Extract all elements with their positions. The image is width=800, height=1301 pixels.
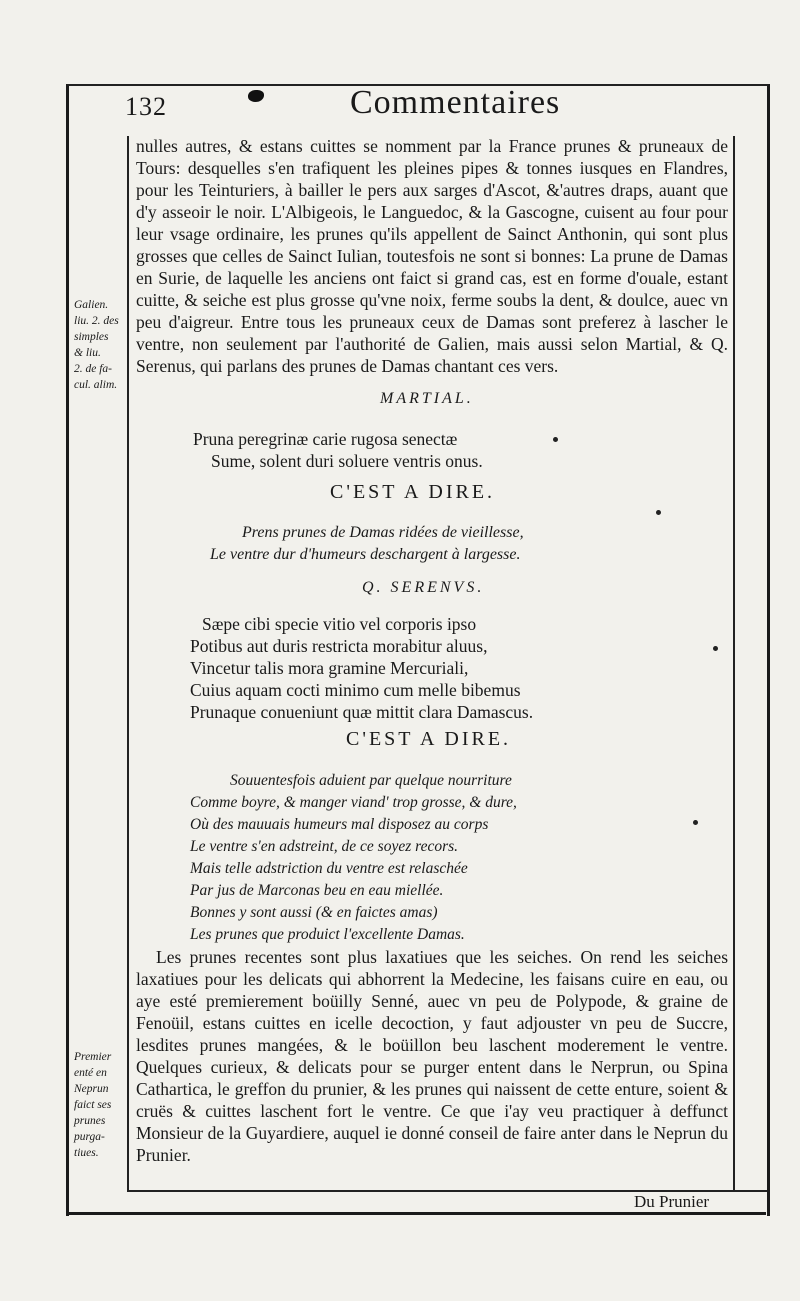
- margin-note-line: faict ses: [74, 1099, 112, 1111]
- heading-cest-a-dire-2: C'EST A DIRE.: [346, 728, 512, 750]
- heading-serenus: Q. SERENVS.: [362, 579, 485, 596]
- verse-line: Souuentesfois aduient par quelque nourriture: [230, 772, 512, 789]
- verse-line: Par jus de Marconas beu en eau miellée.: [190, 882, 444, 899]
- ink-speck: [553, 437, 558, 442]
- margin-note-line: Galien.: [74, 299, 109, 311]
- verse-line: Comme boyre, & manger viand' trop grosse, & dure,: [190, 794, 517, 811]
- margin-note-line: & liu.: [74, 347, 101, 359]
- verse-line: Le ventre s'en adstreint, de ce soyez recors.: [190, 838, 459, 855]
- catchword: Du Prunier: [634, 1192, 710, 1211]
- verse-serenus: [190, 613, 533, 723]
- margin-rule-left: [127, 136, 129, 1191]
- verse-line: Prens prunes de Damas ridées de vieillesse,: [242, 524, 524, 541]
- running-title: Commentaires: [350, 84, 561, 121]
- bottom-rule: [66, 1212, 766, 1215]
- margin-note-line: 2. de fa-: [74, 363, 113, 375]
- margin-note-line: prunes: [74, 1115, 106, 1127]
- heading-cest-a-dire-1: C'EST A DIRE.: [330, 481, 496, 503]
- verse-line: Sume, solent duri soluere ventris onus.: [211, 451, 483, 471]
- verse-french-1: [210, 522, 524, 566]
- verse-line: Bonnes y sont aussi (& en faictes amas): [190, 904, 438, 921]
- verse-line: Les prunes que produict l'excellente Damas.: [190, 926, 465, 943]
- margin-note-premier: [74, 1049, 126, 1161]
- verse-line: Sæpe cibi specie vitio vel corporis ipso: [202, 614, 477, 634]
- margin-note-line: cul. alim.: [74, 379, 118, 391]
- page-number: 132: [125, 92, 167, 121]
- verse-french-2: [190, 770, 517, 946]
- ink-speck: [713, 646, 718, 651]
- verse-line: Le ventre dur d'humeurs deschargent à largesse.: [210, 546, 521, 563]
- verse-line: Vincetur talis mora gramine Mercuriali,: [190, 658, 469, 678]
- margin-rule-right: [733, 136, 735, 1191]
- margin-note-line: simples: [74, 331, 109, 343]
- margin-note-line: tiues.: [74, 1147, 99, 1159]
- verse-line: Cuius aquam cocti minimo cum melle bibemus: [190, 680, 521, 700]
- verse-line: Mais telle adstriction du ventre est relaschée: [190, 860, 468, 877]
- ink-speck: [693, 820, 698, 825]
- verse-line: Prunaque conueniunt quæ mittit clara Damascus.: [190, 702, 534, 722]
- paragraph-recent-prunes: Les prunes recentes sont plus laxatiues que les seiches. On rend les seiches laxatiues pour les delicats qui abhorrent la Medecine, les faisans cuire en eau, ou aye esté premierement boüilly Senné, auec vn peu de Polypode, & graine de Fenoüil, estans cuittes en icelle decoction, y faut adjouster vn peu de Succre, lesdites prunes mangées, & le boüillon beu laschent moderement le ventre. Quelques curieux, & delicats pour se purger entent dans le Nerprun, ou Spina Cathartica, le greffon du prunier, & les prunes qui naissent de cette enture, soient & cruës & cuittes laschent fort le ventre. Ce que i'ay veu practiquer à deffunct Monsieur de la Guyardiere, auquel ie donné conseil de faire anter dans le Neprun du Prunier.: [136, 947, 728, 1165]
- paragraph-damas-prunes: nulles autres, & estans cuittes se nomment par la France prunes & pruneaux de Tours: desquelles s'en trafiquent les pleines pipes & tonnes iusques en Flandres, pour les Teinturiers, à bailler le pers aux sarges d'Ascot, &'autres draps, auant que d'y asseoir le noir. L'Albigeois, le Languedoc, & la Gascogne, cuisent au four pour leur vsage ordinaire, les prunes qu'ils appellent de Sainct Anthonin, qui sont plus grosses que celles de Sainct Iulian, toutesfois ne sont si bonnes: La prune de Damas en Surie, de laquelle les anciens ont faict si grand cas, est en forme d'ouale, estant cuitte, & seiche est plus grosse qu'vne noix, ferme soubs la dent, & doulce, auec vn peu d'aigreur. Entre tous les pruneaux ceux de Damas sont preferez à lascher le ventre, non seulement par l'authorité de Galien, mais aussi selon Martial, & Q. Serenus, qui parlans des prunes de Damas chantant ces vers.: [136, 136, 728, 376]
- verse-line: Où des mauuais humeurs mal disposez au corps: [190, 816, 489, 833]
- margin-note-line: Premier: [74, 1051, 112, 1063]
- heading-martial: MARTIAL.: [380, 390, 474, 407]
- verse-line: Potibus aut duris restricta morabitur aluus,: [190, 636, 488, 656]
- margin-note-line: Neprun: [74, 1083, 109, 1095]
- margin-note-line: liu. 2. des: [74, 315, 119, 327]
- margin-note-line: purga-: [74, 1131, 105, 1143]
- verse-line: Pruna peregrinæ carie rugosa senectæ: [193, 429, 458, 449]
- ink-speck: [656, 510, 661, 515]
- verse-martial: [193, 428, 483, 472]
- margin-note-line: enté en: [74, 1067, 107, 1079]
- margin-note-galien: [74, 297, 126, 393]
